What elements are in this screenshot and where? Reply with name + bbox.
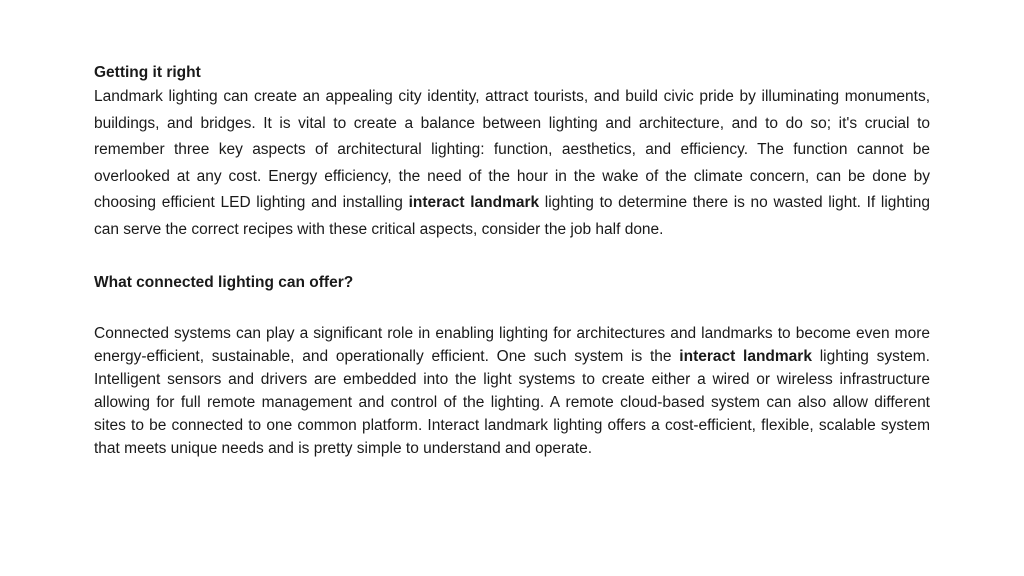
paragraph-text-start: Connected systems can play a significant role in enabling lighting for architectures and landmarks to become even more energy-efficient, sustainable, and operationally efficient. One such system is the (94, 324, 930, 365)
section-heading-connected-lighting: What connected lighting can offer? (94, 273, 354, 291)
paragraph-text-end: lighting to determine there is no wasted light. If lighting can serve the correct recipes with these critical aspects, consider the job half done. (94, 194, 931, 238)
section-paragraph-connected-systems (94, 322, 930, 460)
paragraph-text-end: lighting system. Intelligent sensors and drivers are embedded into the light systems to create either a wired or wireless infrastructure allowing for full remote management and control of the lighting. A remote cloud-based system can also allow different sites to be connected to one common platform. Interact landmark lighting offers a cost-efficient, flexible, scalable system that meets unique needs and is pretty simple to understand and operate. (94, 347, 930, 457)
section-paragraph-landmark-lighting (94, 84, 930, 244)
interact-landmark-link[interactable]: interact landmark (679, 347, 812, 365)
document-page (94, 62, 930, 460)
interact-landmark-link[interactable]: interact landmark (408, 194, 540, 212)
section-heading-getting-it-right: Getting it right (94, 64, 201, 81)
paragraph-text-start: Landmark lighting can create an appealing city identity, attract tourists, and build civic pride by illuminating monuments, buildings, and bridges. It is vital to create a balance between lighting and architecture, and to do so; it's crucial to remember three key aspects of architectural lighting: function, aesthetics, and efficiency. The function cannot be overlooked at any cost. Energy efficiency, the need of the hour in the wake of the climate concern, can be done by choosing efficient LED lighting and installing (94, 88, 930, 212)
